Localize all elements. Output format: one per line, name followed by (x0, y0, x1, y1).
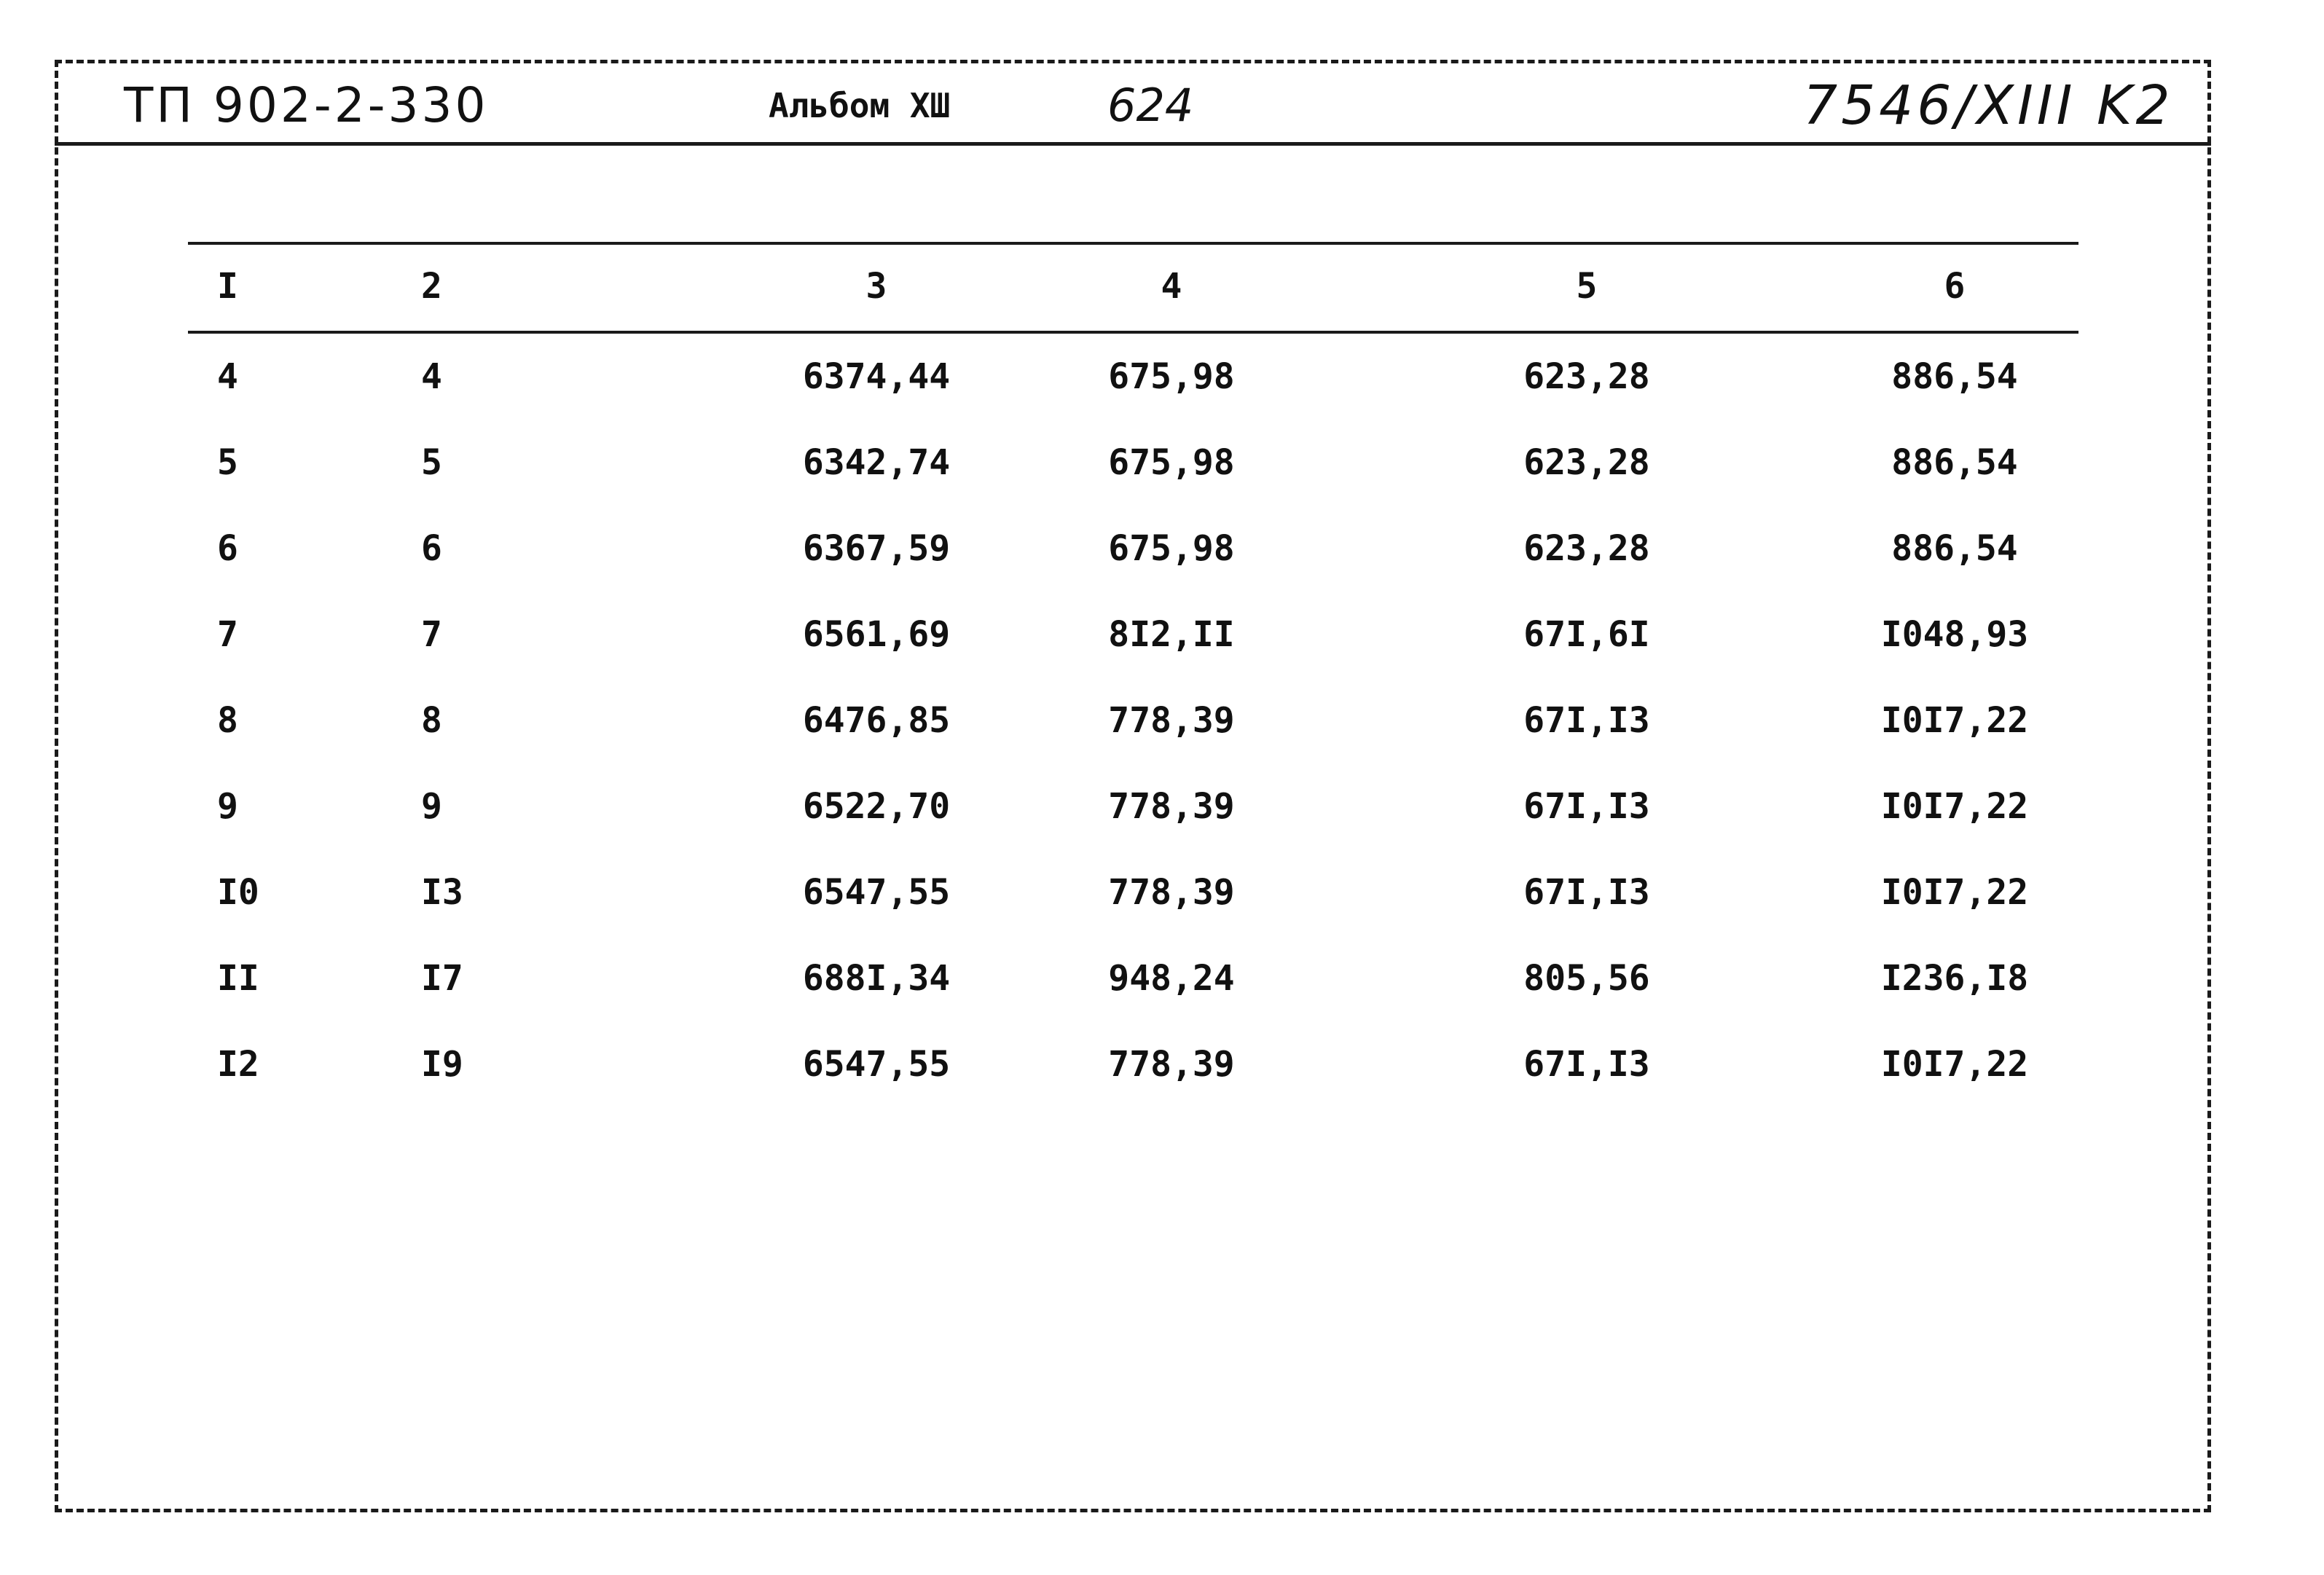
album-label: Альбом XШ (769, 86, 951, 125)
table-cell: 948,24 (1108, 958, 1235, 999)
table-cell: 6367,59 (802, 528, 951, 569)
table-cell: 778,39 (1108, 786, 1235, 827)
table-cell: 9 (217, 786, 238, 827)
table-row (188, 334, 2078, 420)
table-cell: 623,28 (1523, 442, 1650, 483)
table-cell: I048,93 (1880, 614, 2029, 655)
project-code: ТП 902-2-330 (124, 77, 489, 133)
table-cell: 5 (217, 442, 238, 483)
table-cell: 6 (217, 528, 238, 569)
table-cell: 9 (421, 786, 442, 827)
table-cell: 8 (217, 700, 238, 741)
page-number: 624 (1107, 79, 1194, 132)
table-row (188, 592, 2078, 677)
table-cell: 675,98 (1108, 356, 1235, 397)
table-body (188, 334, 2078, 1107)
table-cell: 675,98 (1108, 528, 1235, 569)
table-cell: 8I2,II (1108, 614, 1235, 655)
table-cell: 7 (421, 614, 442, 655)
table-cell: 67I,I3 (1523, 1044, 1650, 1085)
table-cell: 623,28 (1523, 356, 1650, 397)
table-cell: I0I7,22 (1880, 1044, 2029, 1085)
table-cell: 6476,85 (802, 700, 951, 741)
table-cell: 67I,I3 (1523, 786, 1650, 827)
table-cell: 5 (421, 442, 442, 483)
table-cell: 6 (421, 528, 442, 569)
table-cell: 67I,6I (1523, 614, 1650, 655)
table-row (188, 763, 2078, 849)
table-cell: 675,98 (1108, 442, 1235, 483)
table-row (188, 1021, 2078, 1107)
table-row (188, 849, 2078, 935)
table-cell: I0I7,22 (1880, 786, 2029, 827)
table-cell: 6561,69 (802, 614, 951, 655)
table-cell: 688I,34 (802, 958, 951, 999)
registration-number: 7546/XIII K2 (1803, 74, 2174, 137)
table-cell: I9 (421, 1044, 463, 1085)
table-cell: 805,56 (1523, 958, 1650, 999)
table-row (188, 506, 2078, 592)
table-cell: 6374,44 (802, 356, 951, 397)
table-cell: 778,39 (1108, 700, 1235, 741)
table-cell: 886,54 (1891, 528, 2018, 569)
table-cell: 6342,74 (802, 442, 951, 483)
column-header: 4 (1161, 266, 1182, 307)
table-cell: 7 (217, 614, 238, 655)
column-header: 5 (1576, 266, 1598, 307)
table-cell: 6522,70 (802, 786, 951, 827)
column-header: I (217, 266, 238, 307)
table-cell: I3 (421, 872, 463, 913)
table-header-row (188, 245, 2078, 331)
table-cell: 8 (421, 700, 442, 741)
table-cell: I0 (217, 872, 259, 913)
column-header: 3 (865, 266, 887, 307)
table-cell: 623,28 (1523, 528, 1650, 569)
table-cell: 778,39 (1108, 872, 1235, 913)
column-header: 2 (421, 266, 442, 307)
table-cell: II (217, 958, 259, 999)
table-cell: 6547,55 (802, 1044, 951, 1085)
table-cell: 4 (421, 356, 442, 397)
table-row (188, 420, 2078, 506)
table-cell: 4 (217, 356, 238, 397)
table-cell: 778,39 (1108, 1044, 1235, 1085)
table-cell: I2 (217, 1044, 259, 1085)
table-cell: 886,54 (1891, 442, 2018, 483)
table-cell: 886,54 (1891, 356, 2018, 397)
table-cell: I0I7,22 (1880, 700, 2029, 741)
table-cell: I0I7,22 (1880, 872, 2029, 913)
table-row (188, 677, 2078, 763)
table-cell: 67I,I3 (1523, 872, 1650, 913)
column-header: 6 (1944, 266, 1966, 307)
table-cell: I7 (421, 958, 463, 999)
data-table (188, 242, 2078, 1107)
table-cell: I236,I8 (1880, 958, 2029, 999)
table-cell: 67I,I3 (1523, 700, 1650, 741)
table-row (188, 935, 2078, 1021)
header-rule (55, 142, 2211, 146)
table-cell: 6547,55 (802, 872, 951, 913)
